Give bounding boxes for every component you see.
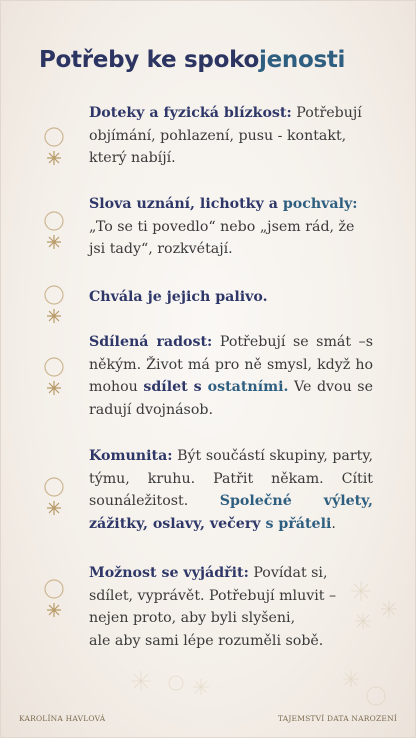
list-item xyxy=(89,331,373,421)
footer-author: KAROLÍNA HAVLOVÁ xyxy=(19,714,106,723)
moon-star-icon xyxy=(41,209,67,253)
list-item xyxy=(89,286,373,309)
item-text: Potřebují se smát –s někým. Život má pro ně smysl, když ho mohou xyxy=(89,334,373,395)
item-text: Být součástí skupiny, party, týmu, kruhu. Patřit někam. Cítit sounáležitost. xyxy=(89,448,373,509)
item-emphasis-accent: s přáteli xyxy=(260,515,332,532)
item-lead: Slova uznání, lichotky xyxy=(89,196,264,212)
item-emphasis: zážitky, oslavy, večery xyxy=(89,515,261,532)
moon-star-icon xyxy=(41,283,67,327)
item-lead: Možnost se vyjádřit: xyxy=(89,565,249,581)
item-connector: a xyxy=(263,196,283,212)
list-item xyxy=(89,102,373,170)
item-lead-accent: pochvaly: xyxy=(282,196,358,212)
item-text-end: . xyxy=(331,515,336,532)
footer-book-title: TAJEMSTVÍ DATA NAROZENÍ xyxy=(277,714,397,723)
list-item xyxy=(89,445,373,535)
list-item xyxy=(89,193,373,261)
sparkle-decoration-icon xyxy=(121,661,231,711)
item-lead: Sdílená radost: xyxy=(89,334,213,350)
item-line: sdílet, vyprávět. Potřebují mluvit – xyxy=(89,587,337,604)
moon-star-icon xyxy=(41,125,67,169)
item-lead: Doteky a fyzická blízkost: xyxy=(89,105,292,121)
sparkle-decoration-icon xyxy=(331,661,401,721)
item-emphasis-accent: Společné výlety, xyxy=(219,493,373,509)
item-text: Potřebují objímání, pohlazení, pusu - kontakt, který nabíjí. xyxy=(89,105,362,166)
moon-star-icon xyxy=(41,475,67,519)
item-line: nejen proto, aby byli slyšeni, xyxy=(89,610,296,626)
item-lead: Chvála je jejich palivo. xyxy=(89,289,268,305)
moon-star-icon xyxy=(41,355,67,399)
item-lead: Komunita: xyxy=(89,448,173,464)
item-emphasis-accent: ostatními. xyxy=(201,379,289,395)
item-line: ale aby sami lépe rozuměli sobě. xyxy=(89,632,324,649)
item-line: Povídat si, xyxy=(248,565,328,581)
item-text-end: Ve dvou se radují dvojnásob. xyxy=(89,379,373,418)
list-item xyxy=(89,562,379,652)
item-emphasis: sdílet s xyxy=(143,379,202,395)
moon-star-icon xyxy=(41,577,67,621)
item-text: „To se ti povedlo“ nebo „jsem rád, že jsi tady“, rozkvétají. xyxy=(89,218,355,257)
page-title: Potřeby ke spokojenosti xyxy=(39,47,346,73)
